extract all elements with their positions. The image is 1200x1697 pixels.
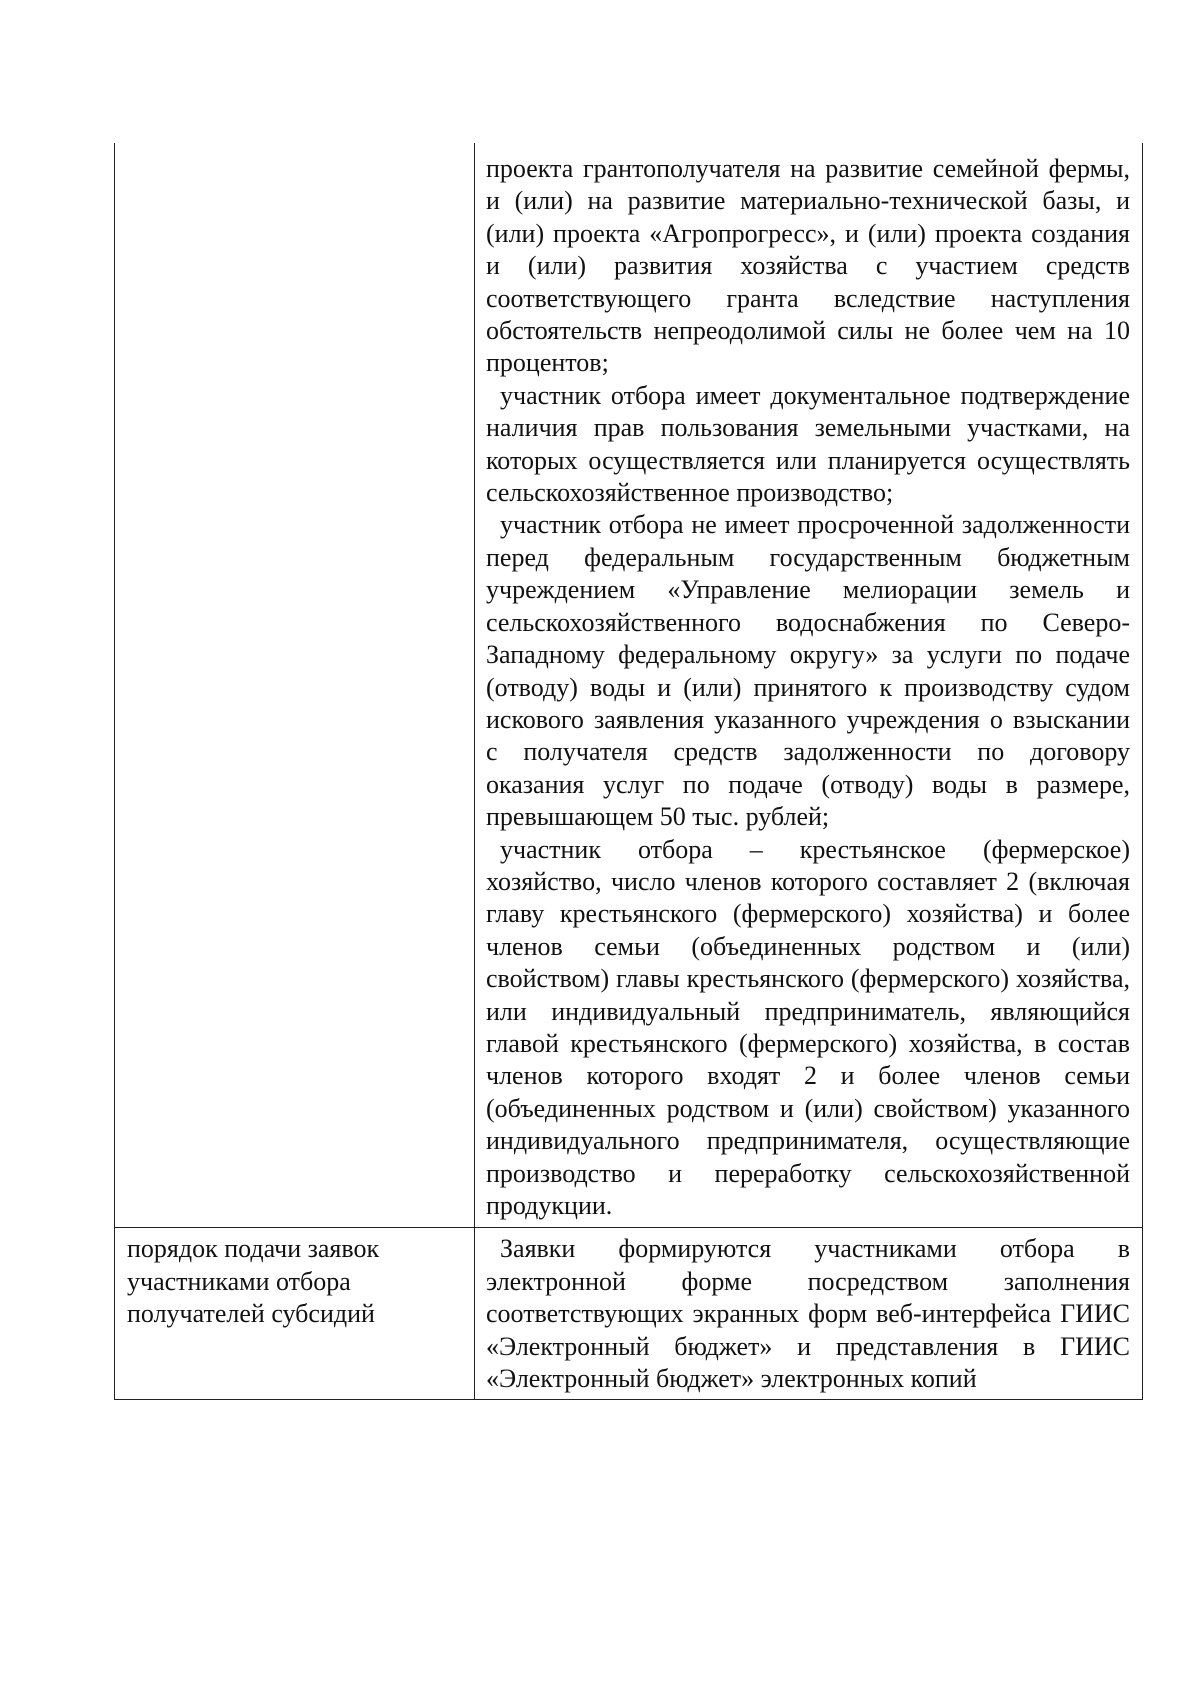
requirements-table: [114, 143, 1143, 1400]
row1-left-text: [115, 143, 474, 158]
table-cell-left: [115, 1228, 475, 1400]
table-cell-left: [115, 143, 475, 1228]
row2-left-text: порядок подачи заявок участниками отбора получателей субсидий: [127, 1234, 380, 1329]
paragraph-farm-members: участник отбора – крестьянское (фермерское) хозяйство, число членов которого составляет 2 (включая главу крестьянского (фермерского) хозяйства) и более членов семьи (объединенных родством и (или) свойством) главы крестьянского (фермерского) хозяйства, или индивидуальный предприниматель, являющийся главой крестьянского (фермерского) хозяйства, в состав членов которого входят 2 и более членов семьи (объединенных родством и (или) свойством) указанного индивидуального предпринимателя, осуществляющие производство и переработку сельскохозяйственной продукции.: [486, 834, 1130, 1220]
table-row: [115, 1228, 1143, 1400]
row1-right-content: [475, 143, 1142, 1227]
paragraph-project-deviation: проекта грантополучателя на развитие семейной фермы, и (или) на развитие материально-технической базы, и (или) проекта «Агропрогресс», и (или) проекта создания и (или) развития хозяйства с участием средств соответствующего гранта вследствие наступления обстоятельств непреодолимой силы не более чем на 10 процентов;: [486, 154, 1130, 378]
table-cell-right: [475, 1228, 1143, 1400]
table-row: [115, 143, 1143, 1228]
row2-right-content: [475, 1228, 1142, 1399]
paragraph-land-rights: участник отбора имеет документальное подтверждение наличия прав пользования земельными участками, на которых осуществляется или планируется осуществлять сельскохозяйственное производство;: [486, 380, 1130, 508]
paragraph-application-procedure: Заявки формируются участниками отбора в электронной форме посредством заполнения соответствующих экранных форм веб-интерфейса ГИИС «Электронный бюджет» и представления в ГИИС «Электронный бюджет» электронных копий: [486, 1234, 1130, 1394]
paragraph-no-debt: участник отбора не имеет просроченной задолженности перед федеральным государственным бюджетным учреждением «Управление мелиорации земель и сельскохозяйственного водоснабжения по Северо-Западному федеральному округу» за услуги по подаче (отводу) воды и (или) принятого к производству судом искового заявления указанного учреждения о взыскании с получателя средств задолженности по договору оказания услуг по подаче (отводу) воды в размере, превышающем 50 тыс. рублей;: [486, 510, 1130, 832]
table-cell-right: [475, 143, 1143, 1228]
